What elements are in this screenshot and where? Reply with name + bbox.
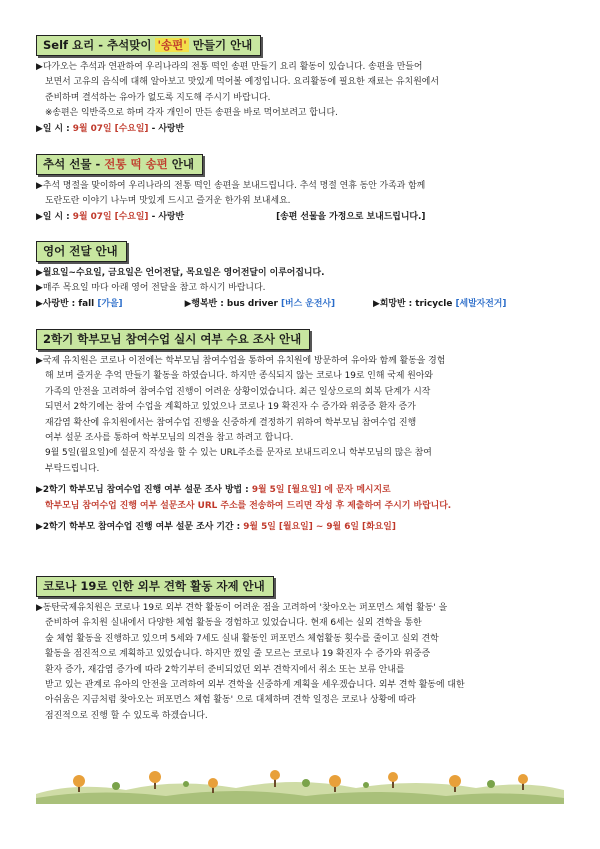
text-line: ▶매주 목요일 마다 아래 영어 전달을 참고 하시기 바랍니다.	[36, 283, 266, 294]
section-field-trip	[36, 575, 566, 724]
date-line: ▶일 시 : 9월 07일 [수요일] - 사랑반	[36, 123, 185, 134]
text-line: 숲 체험 활동을 진행하고 있으며 5세와 7세도 실내 활동인 퍼포먼스 체험활동 횟수를 줄이고 실외 견학	[45, 633, 439, 644]
survey-method-detail: 학부모님 참여수업 진행 여부 설문조사 URL 주소를 전송하여 드리면 작성 후 제출하여 주시기 바랍니다.	[45, 500, 452, 511]
text-line: ※송편은 익반죽으로 하며 각자 개인이 만든 송편을 바로 먹어보려고 합니다.	[45, 108, 338, 119]
section-title: 영어 전달 안내	[36, 241, 127, 262]
text-line: 9월 5일(월요일)에 설문지 작성을 할 수 있는 URL주소를 문자로 보내드리오니 학부모님의 많은 참여	[45, 448, 432, 459]
section-parent-participation	[36, 328, 566, 535]
text-line: ▶다가오는 추석과 연관하여 우리나라의 전통 떡인 송편 만들기 요리 활동이 있습니다. 송편을 만들어	[36, 62, 423, 72]
section-chuseok-gift	[36, 153, 566, 225]
text-line: 도란도란 이야기 나누며 맛있게 드시고 즐거운 한가위 보내세요.	[45, 196, 291, 207]
text-line: ▶국제 유치원은 코로나 이전에는 학부모님 참여수업을 통하여 유치원에 방문하여 유아와 함께 활동을 경험	[36, 356, 446, 366]
text-line: 활동을 점진적으로 계획하고 있었습니다. 하지만 껐일 줄 모르는 코로나 19 확진자 수 증가와 위중증	[45, 649, 431, 660]
text-line: 해 보며 즐거운 추억 만들기 활동을 하였습니다. 하지만 종식되지 않는 코로나 19로 인해 국제 원아와	[45, 371, 433, 382]
landscape-decoration	[36, 770, 564, 804]
text-line: ▶추석 명절을 맞이하여 우리나라의 전통 떡인 송편을 보내드립니다. 추석 명절 연휴 동안 가족과 함께	[36, 181, 426, 191]
survey-period: ▶2학기 학부모 참여수업 진행 여부 설문 조사 기간 : 9월 5일 [월요일] ~ 9월 6일 [화요일]	[36, 522, 396, 533]
text-line: ▶월요일~수요일, 금요일은 언어전달, 목요일은 영어전달이 이루어집니다.	[36, 268, 325, 278]
class-words: ▶사랑반 : fall [가을] ▶행복반 : bus driver [버스 운전사] ▶희망반 : tricycle [세발자전거]	[36, 298, 507, 309]
section-songpyeon-cooking	[36, 34, 566, 137]
text-line: 준비하며 결석하는 유아가 없도록 지도해 주시기 바랍니다.	[45, 92, 271, 103]
text-line: 아쉬움은 지금처럼 찾아오는 퍼포먼스 체험 활동' 으로 대체하며 견학 일정은 코로나 상황에 따라	[45, 695, 416, 706]
survey-method: ▶2학기 학부모님 참여수업 진행 여부 설문 조사 방법 : 9월 5일 [월요일] 에 문자 메시지로	[36, 485, 391, 496]
text-line: 준비하여 유치원 실내에서 다양한 체험 활동을 경험하고 있었습니다. 현재 6세는 실외 견학을 통한	[45, 618, 422, 629]
text-line: 환자 증가, 재감염 증가에 따라 2학기부터 준비되었던 외부 견학지에서 취소 또는 보류 안내를	[45, 664, 405, 675]
section-title: Self 요리 - 추석맞이 '송편' 만들기 안내	[36, 35, 261, 56]
section-title: 코로나 19로 인한 외부 견학 활동 자제 안내	[36, 576, 274, 597]
text-line: 점진적으로 진행 할 수 있도록 하겠습니다.	[45, 710, 208, 721]
section-title: 추석 선물 - 전통 떡 송편 안내	[36, 154, 203, 175]
text-line: 되면서 2학기에는 참여 수업을 계획하고 있었으나 코로나 19 확진자 수 증가와 위중증 환자 증가	[45, 402, 416, 413]
text-line: 가족의 안전을 고려하여 참여수업 진행이 어려운 상황이었습니다. 최근 일상으로의 회복 단계가 시작	[45, 386, 431, 397]
date-line: ▶일 시 : 9월 07일 [수요일] - 사랑반 [송편 선물을 가정으로 보내드립니다.]	[36, 211, 426, 222]
text-line: 받고 있는 관계로 유아의 안전을 고려하여 외부 견학을 신중하게 계획을 세우겠습니다. 외부 견학 활동에 대한	[45, 680, 465, 691]
section-english	[36, 240, 566, 312]
text-line: 재감염 확산에 유치원에서는 참여수업 진행을 신중하게 결정하기 위하여 학부모님 참여수업 진행	[45, 417, 417, 428]
text-line: 여부 설문 조사를 통하여 학부모님의 의견을 참고 하려고 합니다.	[45, 433, 294, 444]
text-line: 부탁드립니다.	[45, 463, 100, 474]
text-line: 보면서 고유의 음식에 대해 알아보고 맛있게 먹어볼 예정입니다. 요리활동에 필요한 재료는 유치원에서	[45, 77, 439, 88]
section-title: 2학기 학부모님 참여수업 실시 여부 수요 조사 안내	[36, 329, 310, 350]
gift-note: [송편 선물을 가정으로 보내드립니다.]	[276, 211, 426, 222]
text-line: ▶동탄국제유치원은 코로나 19로 외부 견학 활동이 어려운 점을 고려하여 '찾아오는 퍼포먼스 체험 활동' 을	[36, 603, 448, 613]
